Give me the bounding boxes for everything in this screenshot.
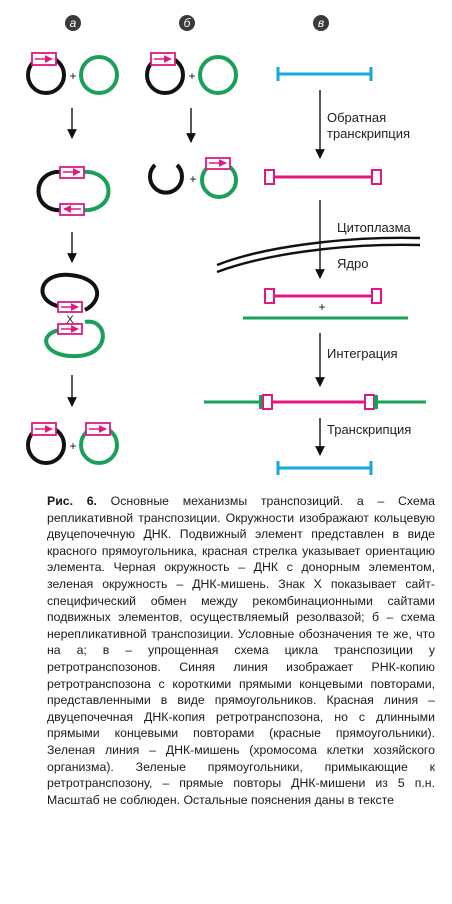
transposon-element xyxy=(58,302,82,312)
plus-sign: + xyxy=(188,69,196,83)
broken-donor-circle xyxy=(150,165,182,193)
nucleus-label: Ядро xyxy=(337,256,369,271)
plus-sign: + xyxy=(318,300,326,314)
transposon-element xyxy=(32,423,56,435)
panel-a-badge xyxy=(65,15,81,31)
integrated-retrotransposon xyxy=(204,395,426,409)
transposon-element xyxy=(86,423,110,435)
caption-text: Основные механизмы транспозиций. а – Схема репликативной транспозиции. Окружности изображают кольцевую двуцепочечную ДНК. Подвижный элемент представлен в виде красного прямоугольника, красная стрелка указывает ориентацию элемента. Черная окружность – ДНК с донорным элементом, зеленая окружность – ДНК-мишень. Знак Х показывает сайт-специфический обмен между рекомбинационными сайтами подвижных элементов, осуществляемый резолвазой; б – схема нерепликативной транспозиции. Условные обозначения те же, что на а; в – упрощенная схема цикла транспозиции у ретротранспозонов. Синяя линия изображает РНК-копию ретротранспозона с короткими прямыми концевыми повторами, представленными в виде прямоугольников. Красная линия – двуцепочечная ДНК-копия ретротранспозона, но с длинными прямыми концевыми повторами (красные прямоугольники). Зеленая линия – ДНК-мишень (хромосома клетки хозяйского организма). Зеленые прямоугольники, примыкающие к ретротранспозону, – прямые повторы ДНК-мишени из 5 п.н. Масштаб не соблюден. Остальные пояснения даны в тексте xyxy=(47,494,435,807)
step-label-reverse-transcription xyxy=(327,110,410,141)
plus-sign: + xyxy=(189,172,197,186)
transposon-element xyxy=(206,158,230,169)
transposon-element xyxy=(60,167,84,178)
integration-label: Интеграция xyxy=(327,346,398,361)
panel-a-label: а xyxy=(69,16,77,30)
transcription-label: Транскрипция xyxy=(327,422,412,437)
panel-c-label: в xyxy=(317,16,325,30)
transposon-element xyxy=(32,53,56,65)
reverse-transcription-line-2: транскрипция xyxy=(327,126,411,141)
target-dna-circle xyxy=(81,57,117,93)
reverse-transcription-line-1: Обратная xyxy=(327,110,387,125)
rna-copy xyxy=(278,67,371,81)
crossover-mark: X xyxy=(66,314,74,326)
target-dna-circle xyxy=(200,57,236,93)
figure-caption xyxy=(47,493,435,808)
cytoplasm-label: Цитоплазма xyxy=(337,220,411,235)
panel-c-badge xyxy=(313,15,329,31)
caption-figure-label: Рис. 6. xyxy=(47,494,97,508)
plus-sign: + xyxy=(69,69,77,83)
panel-b-label: б xyxy=(183,16,191,30)
transposon-element xyxy=(60,204,84,215)
plus-sign: + xyxy=(69,439,77,453)
dna-copy xyxy=(265,170,381,184)
panel-b-badge xyxy=(179,15,195,31)
rna-copy xyxy=(278,461,371,475)
nuclear-envelope xyxy=(217,238,420,272)
transposon-element xyxy=(151,53,175,65)
